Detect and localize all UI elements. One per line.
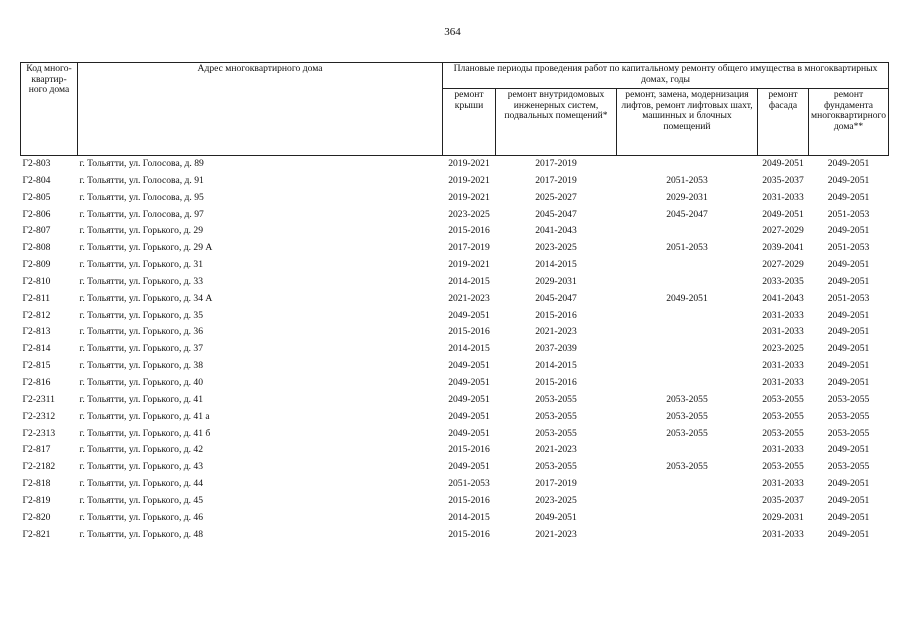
cell-facade: 2053-2055 <box>762 410 804 422</box>
cell-systems: 2037-2039 <box>535 343 577 355</box>
cell-systems: 2023-2025 <box>535 242 577 254</box>
header-periods: Плановые периоды проведения работ по капитальному ремонту общего имущества в многоквартирных домах, годы <box>443 63 889 89</box>
cell-roof: 2015-2016 <box>448 225 490 237</box>
cell-address: г. Тольятти, ул. Горького, д. 34 А <box>79 292 213 304</box>
cell-systems: 2029-2031 <box>535 275 577 287</box>
cell-lifts: 2045-2047 <box>666 208 708 220</box>
cell-address: г. Тольятти, ул. Горького, д. 46 <box>79 511 204 523</box>
table-row <box>21 459 889 476</box>
cell-systems: 2023-2025 <box>535 494 577 506</box>
header-foundation: ремонт фундамента многоквартирного дома** <box>809 89 889 156</box>
cell-address: г. Тольятти, ул. Голосова, д. 95 <box>79 191 204 203</box>
cell-code: Г2-804 <box>22 174 51 186</box>
cell-address: г. Тольятти, ул. Горького, д. 38 <box>79 360 204 372</box>
cell-systems: 2017-2019 <box>535 478 577 490</box>
cell-lifts <box>617 442 758 459</box>
cell-systems: 2045-2047 <box>535 292 577 304</box>
cell-address: г. Тольятти, ул. Горького, д. 40 <box>79 377 204 389</box>
cell-foundation: 2053-2055 <box>827 393 870 405</box>
table-row <box>21 510 889 527</box>
cell-lifts <box>617 527 758 544</box>
cell-foundation: 2049-2051 <box>827 478 870 490</box>
cell-systems: 2014-2015 <box>535 259 577 271</box>
cell-lifts <box>617 341 758 358</box>
cell-code: Г2-820 <box>22 511 51 523</box>
cell-systems: 2015-2016 <box>535 309 577 321</box>
cell-roof: 2049-2051 <box>448 427 490 439</box>
cell-address: г. Тольятти, ул. Горького, д. 44 <box>79 478 204 490</box>
cell-address: г. Тольятти, ул. Горького, д. 43 <box>79 461 204 473</box>
cell-roof: 2049-2051 <box>448 461 490 473</box>
cell-foundation: 2051-2053 <box>827 208 870 220</box>
cell-systems: 2014-2015 <box>535 360 577 372</box>
cell-facade: 2039-2041 <box>762 242 804 254</box>
cell-facade: 2023-2025 <box>762 343 804 355</box>
table-row <box>21 223 889 240</box>
cell-foundation: 2049-2051 <box>827 511 870 523</box>
cell-lifts <box>617 223 758 240</box>
cell-roof: 2049-2051 <box>448 309 490 321</box>
cell-address: г. Тольятти, ул. Горького, д. 31 <box>79 259 204 271</box>
cell-code: Г2-808 <box>22 242 51 254</box>
table-row <box>21 375 889 392</box>
cell-address: г. Тольятти, ул. Горького, д. 29 <box>79 225 204 237</box>
cell-systems: 2021-2023 <box>535 444 577 456</box>
cell-code: Г2-806 <box>22 208 51 220</box>
cell-roof: 2049-2051 <box>448 360 490 372</box>
table-row <box>21 476 889 493</box>
cell-roof: 2014-2015 <box>448 343 490 355</box>
table-row <box>21 207 889 224</box>
cell-facade: 2053-2055 <box>762 393 804 405</box>
cell-lifts: 2053-2055 <box>666 461 708 473</box>
cell-lifts: 2051-2053 <box>666 242 708 254</box>
cell-address: г. Тольятти, ул. Голосова, д. 97 <box>79 208 204 220</box>
cell-systems: 2017-2019 <box>535 158 577 170</box>
table-row <box>21 274 889 291</box>
cell-lifts <box>617 324 758 341</box>
cell-lifts <box>617 476 758 493</box>
cell-facade: 2027-2029 <box>762 225 804 237</box>
cell-roof: 2049-2051 <box>448 410 490 422</box>
cell-roof: 2014-2015 <box>448 275 490 287</box>
cell-address: г. Тольятти, ул. Горького, д. 48 <box>79 528 204 540</box>
cell-facade: 2031-2033 <box>762 478 804 490</box>
cell-lifts: 2051-2053 <box>666 174 708 186</box>
cell-foundation: 2049-2051 <box>827 360 870 372</box>
cell-lifts <box>617 308 758 325</box>
cell-foundation: 2049-2051 <box>827 174 870 186</box>
cell-facade: 2041-2043 <box>762 292 804 304</box>
cell-address: г. Тольятти, ул. Горького, д. 41 <box>79 393 204 405</box>
cell-address: г. Тольятти, ул. Горького, д. 41 а <box>79 410 210 422</box>
cell-code: Г2-817 <box>22 444 51 456</box>
cell-code: Г2-812 <box>22 309 51 321</box>
cell-roof: 2014-2015 <box>448 511 490 523</box>
cell-foundation: 2051-2053 <box>827 292 870 304</box>
cell-lifts <box>617 493 758 510</box>
cell-foundation: 2049-2051 <box>827 377 870 389</box>
cell-facade: 2035-2037 <box>762 174 804 186</box>
cell-lifts: 2053-2055 <box>666 393 708 405</box>
page-number: 364 <box>444 26 461 38</box>
cell-code: Г2-2182 <box>22 461 56 473</box>
cell-foundation: 2049-2051 <box>827 528 870 540</box>
header-roof: ремонт крыши <box>443 89 496 156</box>
cell-code: Г2-2312 <box>22 410 56 422</box>
cell-foundation: 2049-2051 <box>827 225 870 237</box>
cell-lifts: 2053-2055 <box>666 427 708 439</box>
table-row <box>21 308 889 325</box>
cell-systems: 2015-2016 <box>535 377 577 389</box>
cell-foundation: 2049-2051 <box>827 259 870 271</box>
cell-roof: 2019-2021 <box>448 174 490 186</box>
cell-lifts: 2029-2031 <box>666 191 708 203</box>
cell-systems: 2053-2055 <box>535 461 577 473</box>
cell-systems: 2053-2055 <box>535 410 577 422</box>
cell-address: г. Тольятти, ул. Горького, д. 33 <box>79 275 204 287</box>
cell-code: Г2-810 <box>22 275 51 287</box>
table-row <box>21 358 889 375</box>
cell-code: Г2-814 <box>22 343 51 355</box>
cell-systems: 2021-2023 <box>535 326 577 338</box>
cell-facade: 2033-2035 <box>762 275 804 287</box>
cell-roof: 2019-2021 <box>448 158 490 170</box>
header-lifts: ремонт, замена, модернизация лифтов, ремонт лифтовых шахт, машинных и блочных помещений <box>617 89 758 156</box>
table-row <box>21 173 889 190</box>
cell-roof: 2051-2053 <box>448 478 490 490</box>
cell-systems: 2025-2027 <box>535 191 577 203</box>
cell-code: Г2-815 <box>22 360 51 372</box>
table-row <box>21 493 889 510</box>
cell-code: Г2-821 <box>22 528 51 540</box>
cell-foundation: 2049-2051 <box>827 444 870 456</box>
cell-roof: 2017-2019 <box>448 242 490 254</box>
cell-foundation: 2049-2051 <box>827 326 870 338</box>
header-facade: ремонт фасада <box>758 89 809 156</box>
cell-roof: 2019-2021 <box>448 259 490 271</box>
cell-lifts <box>617 257 758 274</box>
cell-foundation: 2053-2055 <box>827 427 870 439</box>
cell-facade: 2031-2033 <box>762 326 804 338</box>
cell-roof: 2021-2023 <box>448 292 490 304</box>
cell-lifts <box>617 375 758 392</box>
cell-address: г. Тольятти, ул. Горького, д. 41 б <box>79 427 211 439</box>
table-row <box>21 240 889 257</box>
cell-code: Г2-803 <box>22 158 51 170</box>
cell-roof: 2023-2025 <box>448 208 490 220</box>
cell-facade: 2049-2051 <box>762 208 804 220</box>
cell-foundation: 2051-2053 <box>827 242 870 254</box>
cell-roof: 2015-2016 <box>448 494 490 506</box>
table-row <box>21 257 889 274</box>
cell-address: г. Тольятти, ул. Горького, д. 29 А <box>79 242 213 254</box>
cell-roof: 2015-2016 <box>448 444 490 456</box>
cell-code: Г2-816 <box>22 377 51 389</box>
cell-lifts <box>617 274 758 291</box>
cell-facade: 2029-2031 <box>762 511 804 523</box>
cell-systems: 2041-2043 <box>535 225 577 237</box>
table-body <box>21 156 889 544</box>
cell-address: г. Тольятти, ул. Горького, д. 42 <box>79 444 204 456</box>
cell-foundation: 2049-2051 <box>827 494 870 506</box>
cell-address: г. Тольятти, ул. Голосова, д. 91 <box>79 174 204 186</box>
table-row <box>21 442 889 459</box>
header-address: Адрес многоквартирного дома <box>78 63 443 156</box>
cell-code: Г2-818 <box>22 478 51 490</box>
cell-roof: 2049-2051 <box>448 393 490 405</box>
cell-lifts <box>617 358 758 375</box>
header-code: Код много-квартир-ного дома <box>21 63 78 156</box>
cell-code: Г2-811 <box>22 292 51 304</box>
cell-facade: 2031-2033 <box>762 377 804 389</box>
cell-systems: 2021-2023 <box>535 528 577 540</box>
table-row <box>21 409 889 426</box>
cell-code: Г2-813 <box>22 326 51 338</box>
cell-code: Г2-805 <box>22 191 51 203</box>
cell-lifts <box>617 510 758 527</box>
table-row <box>21 426 889 443</box>
repair-schedule-table <box>20 62 889 543</box>
cell-foundation: 2049-2051 <box>827 309 870 321</box>
cell-foundation: 2049-2051 <box>827 191 870 203</box>
cell-code: Г2-809 <box>22 259 51 271</box>
cell-systems: 2049-2051 <box>535 511 577 523</box>
cell-facade: 2053-2055 <box>762 427 804 439</box>
cell-facade: 2031-2033 <box>762 528 804 540</box>
cell-address: г. Тольятти, ул. Горького, д. 37 <box>79 343 204 355</box>
cell-systems: 2045-2047 <box>535 208 577 220</box>
table-row <box>21 341 889 358</box>
cell-code: Г2-819 <box>22 494 51 506</box>
cell-code: Г2-807 <box>22 225 51 237</box>
header-systems: ремонт внутридомовых инженерных систем, подвальных помещений* <box>496 89 617 156</box>
cell-roof: 2049-2051 <box>448 377 490 389</box>
cell-address: г. Тольятти, ул. Горького, д. 35 <box>79 309 204 321</box>
cell-facade: 2053-2055 <box>762 461 804 473</box>
cell-roof: 2015-2016 <box>448 528 490 540</box>
cell-foundation: 2053-2055 <box>827 410 870 422</box>
cell-facade: 2027-2029 <box>762 259 804 271</box>
cell-foundation: 2053-2055 <box>827 461 870 473</box>
cell-facade: 2031-2033 <box>762 191 804 203</box>
cell-lifts: 2049-2051 <box>666 292 708 304</box>
cell-lifts <box>617 156 758 173</box>
table-row <box>21 527 889 544</box>
cell-lifts: 2053-2055 <box>666 410 708 422</box>
cell-foundation: 2049-2051 <box>827 275 870 287</box>
cell-code: Г2-2311 <box>22 393 55 405</box>
cell-foundation: 2049-2051 <box>827 158 870 170</box>
table-row <box>21 190 889 207</box>
cell-facade: 2031-2033 <box>762 360 804 372</box>
cell-code: Г2-2313 <box>22 427 56 439</box>
cell-address: г. Тольятти, ул. Горького, д. 45 <box>79 494 204 506</box>
table-row <box>21 392 889 409</box>
cell-address: г. Тольятти, ул. Горького, д. 36 <box>79 326 204 338</box>
cell-foundation: 2049-2051 <box>827 343 870 355</box>
cell-facade: 2049-2051 <box>762 158 804 170</box>
cell-systems: 2053-2055 <box>535 393 577 405</box>
table-row <box>21 291 889 308</box>
cell-facade: 2031-2033 <box>762 444 804 456</box>
table-row <box>21 156 889 173</box>
cell-systems: 2017-2019 <box>535 174 577 186</box>
cell-address: г. Тольятти, ул. Голосова, д. 89 <box>79 158 204 170</box>
cell-systems: 2053-2055 <box>535 427 577 439</box>
cell-roof: 2019-2021 <box>448 191 490 203</box>
cell-roof: 2015-2016 <box>448 326 490 338</box>
table-row <box>21 324 889 341</box>
cell-facade: 2031-2033 <box>762 309 804 321</box>
cell-facade: 2035-2037 <box>762 494 804 506</box>
